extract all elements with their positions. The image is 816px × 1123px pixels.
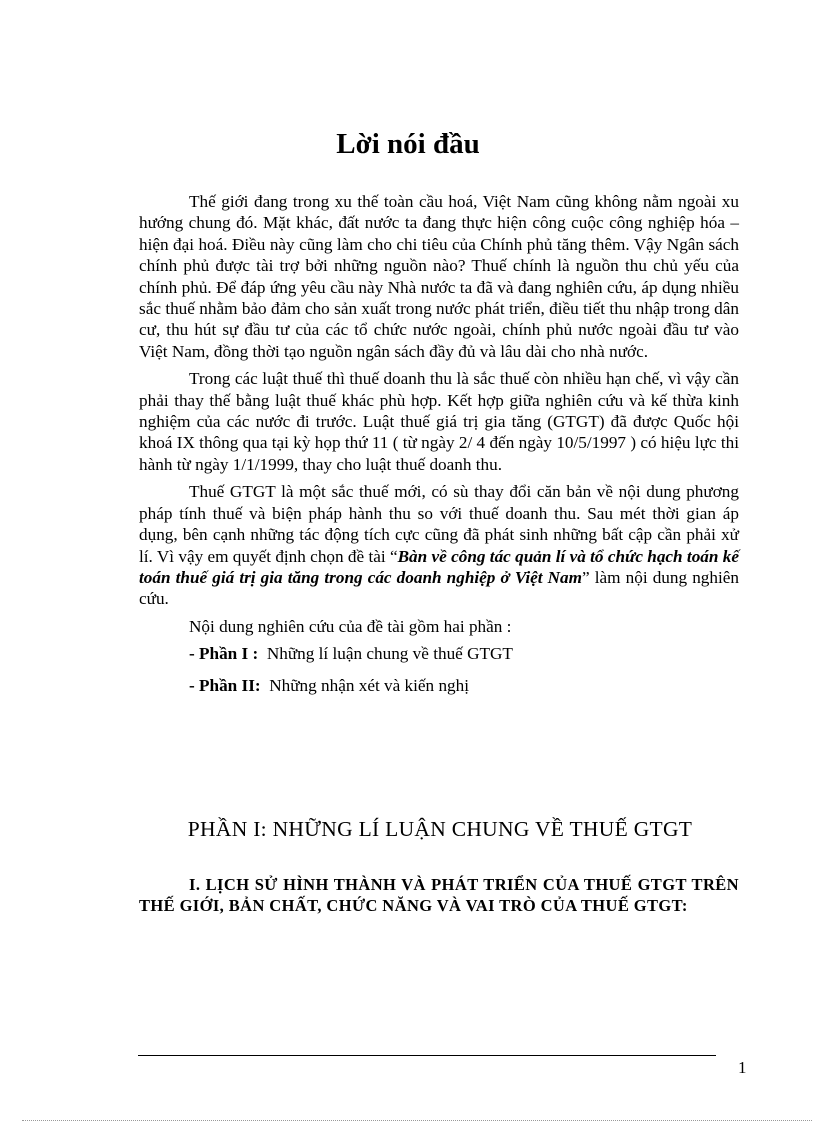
- part-label-2: - Phần II:: [189, 675, 261, 695]
- content-intro: Nội dung nghiên cứu của đề tài gồm hai phần :: [189, 616, 512, 636]
- part-text-1: Những lí luận chung về thuế GTGT: [266, 644, 513, 664]
- document-body: [139, 191, 739, 706]
- footer-rule: [138, 1055, 716, 1056]
- part-text-2: Những nhận xét và kiến nghị: [269, 675, 470, 695]
- section-heading: PHẦN I: NHỮNG LÍ LUẬN CHUNG VỀ THUẾ GTGT: [187, 817, 693, 841]
- part-label-1: - Phần I :: [189, 644, 259, 664]
- paragraph-2: Trong các luật thuế thì thuế doanh thu là sắc thuế còn nhiều hạn chế, vì vậy cần phải thay thế bằng luật thuế khác phù hợp. Kết hợp giữa nghiên cứu và kế thừa kinh nghiệm của các nước đi trước. Luật thuế giá trị gia tăng (GTGT) đã được Quốc hội khoá IX thông qua tại kỳ họp thứ 11 ( từ ngày 2/ 4 đến ngày 10/5/1997 ) có hiệu lực thi hành từ ngày 1/1/1999, thay cho luật thuế doanh thu.: [139, 369, 739, 474]
- paragraph-1: Thế giới đang trong xu thế toàn cầu hoá, Việt Nam cũng không nằm ngoài xu hướng chung đó. Mặt khác, đất nước ta đang thực hiện công cuộc công nghiệp hóa – hiện đại hoá. Điều này cũng làm cho chi tiêu của Chính phủ tăng thêm. Vậy Ngân sách chính phủ được tài trợ bởi những nguồn nào? Thuế chính là nguồn thu chủ yếu của chính phủ. Để đáp ứng yêu cầu này Nhà nước ta đã và đang nghiên cứu, áp dụng nhiều sắc thuế nhằm bảo đảm cho sản xuất trong nước phát triển, điều tiết thu nhập trong dân cư, thu hút sự đầu tư của các tổ chức nước ngoài, chính phủ nước ngoài đầu tư vào Việt Nam, đồng thời tạo nguồn ngân sách đầy đủ và lâu dài cho nhà nước.: [139, 192, 739, 361]
- part-item-1: [139, 643, 739, 664]
- subsection-heading: I. LỊCH SỬ HÌNH THÀNH VÀ PHÁT TRIỂN CỦA THUẾ GTGT TRÊN THẾ GIỚI, BẢN CHẤT, CHỨC NĂNG VÀ VAI TRÒ CỦA THUẾ GTGT:: [139, 875, 739, 915]
- page-edge-rule: [22, 1120, 812, 1121]
- paragraph-3-text-before: Thuế GTGT là một sắc thuế mới, có sù thay đổi căn bản về nội dung phương pháp tính thuế và biện pháp hành thu so với thuế doanh thu. Sau mét thời gian áp dụng, bên cạnh những tác động tích cực cũng đã phát sinh những bất cập cần phải xử lí. Vì vậy em quyết định chọn đề tài “: [139, 482, 739, 566]
- page-number: 1: [738, 1058, 747, 1077]
- paragraph-3-text-after: ” làm nội dung nghiên cứu.: [139, 567, 739, 609]
- paragraph-3: [139, 481, 739, 609]
- document-title: Lời nói đầu: [336, 128, 480, 160]
- thesis-topic: Bàn về công tác quản lí và tổ chức hạch toán kế toán thuế giá trị gia tăng trong các doanh nghiệp ở Việt Nam: [139, 546, 739, 587]
- part-item-2: [139, 675, 739, 696]
